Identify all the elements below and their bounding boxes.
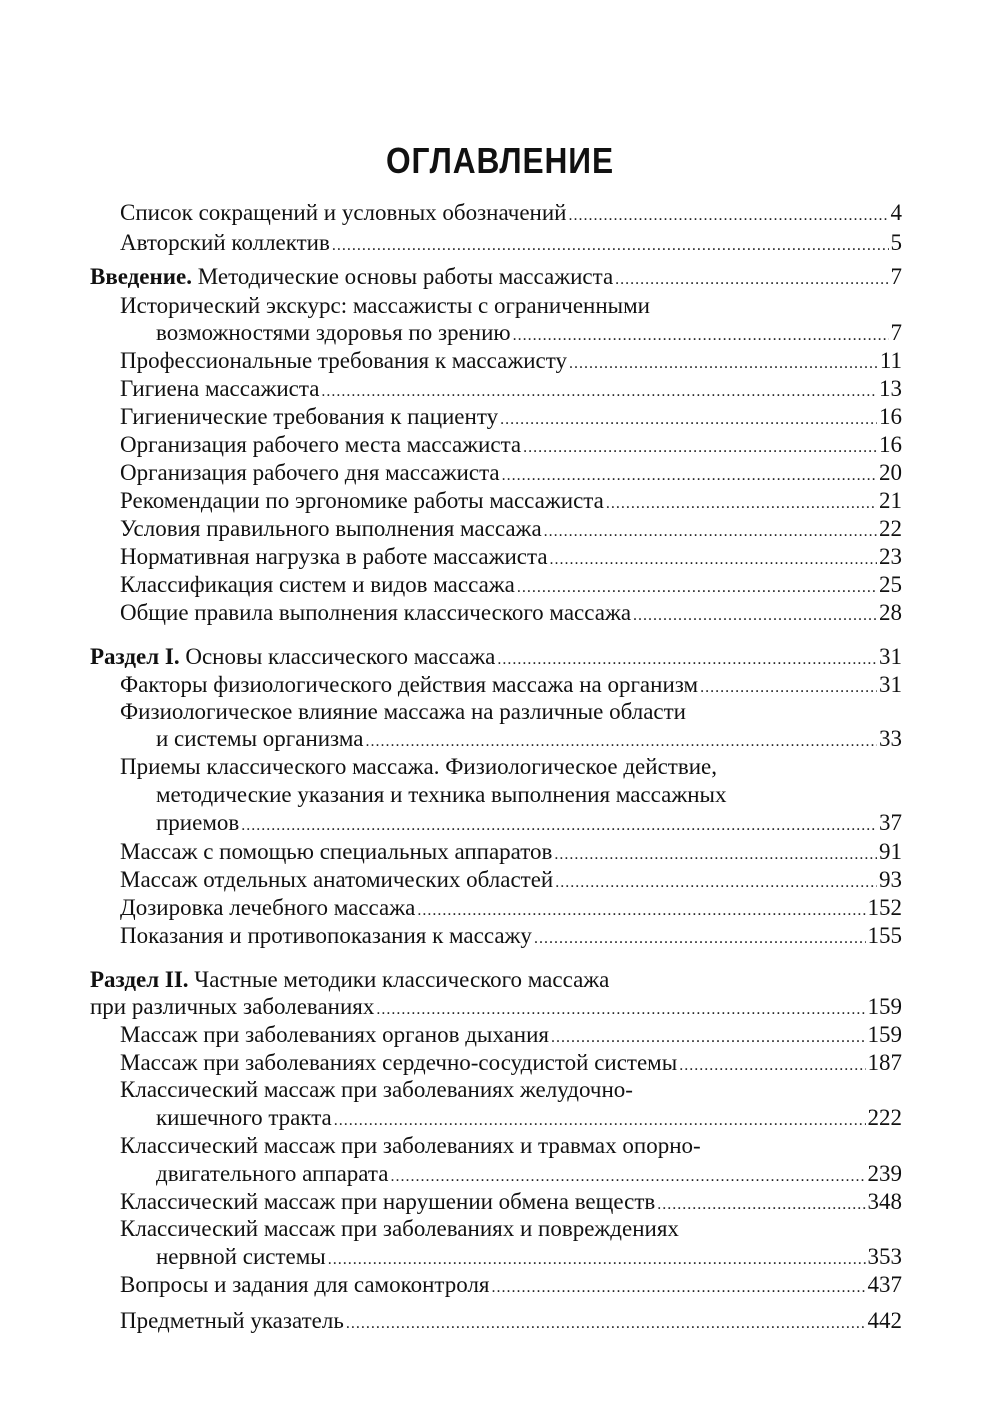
toc-entry-line1[interactable]: Классический массаж при заболеваниях и травмах опорно- [120,1133,701,1158]
toc-entry[interactable]: нервной системы ..... 353 [156,1242,902,1275]
page-number: 353 [867,1244,902,1269]
page-number: 7 [890,264,902,289]
page-number: 152 [867,895,902,920]
toc-entry[interactable]: возможностями здоровья по зрению ..... 7 [156,318,902,351]
toc-entry[interactable]: Гигиена массажиста ..... 13 [120,374,902,407]
section-label: Раздел II. [90,967,189,992]
toc-entry[interactable]: Список сокращений и условных обозначений ..... 4 [120,198,902,231]
toc-entry[interactable]: Профессиональные требования к массажисту ..... 11 [120,346,902,379]
page-number: 437 [867,1272,902,1297]
toc-entry[interactable]: Организация рабочего места массажиста ..... 16 [120,430,902,463]
page-number: 31 [879,644,902,669]
toc-entry[interactable]: Массаж при заболеваниях сердечно-сосудистой системы ..... 187 [120,1048,902,1081]
page-number: 20 [879,460,902,485]
toc-section-intro[interactable]: Введение. Методические основы работы массажиста ..... 7 [90,262,902,295]
page-number: 442 [867,1308,902,1333]
page-number: 155 [867,923,902,948]
toc-entry[interactable]: Нормативная нагрузка в работе массажиста ..... 23 [120,542,902,575]
toc-entry[interactable]: Классификация систем и видов массажа ..... 25 [120,570,902,603]
page-number: 239 [867,1161,902,1186]
toc-entry[interactable]: Общие правила выполнения классического массажа ..... 28 [120,598,902,631]
page-number: 16 [879,404,902,429]
toc-entry[interactable]: Дозировка лечебного массажа ..... 152 [120,893,902,926]
toc-entry[interactable]: Классический массаж при нарушении обмена веществ ..... 348 [120,1187,902,1220]
toc-entry-line1[interactable]: Приемы классического массажа. Физиологическое действие, [120,754,717,779]
toc-entry[interactable]: Вопросы и задания для самоконтроля ..... 437 [120,1270,902,1303]
toc-entry[interactable]: Организация рабочего дня массажиста ..... 20 [120,458,902,491]
page-number: 28 [879,600,902,625]
toc-section-1[interactable]: Раздел I. Основы классического массажа ..... 31 [90,642,902,675]
page-number: 21 [879,488,902,513]
page-number: 187 [867,1050,902,1075]
toc-entry[interactable]: двигательного аппарата ..... 239 [156,1159,902,1192]
toc-entry[interactable]: Показания и противопоказания к массажу ..... 155 [120,921,902,954]
page-number: 348 [867,1189,902,1214]
toc-entry[interactable]: Факторы физиологического действия массажа на организм ..... 31 [120,670,902,703]
page-number: 159 [867,1022,902,1047]
page-title: ОГЛАВЛЕНИЕ [386,140,614,181]
toc-entry-line1[interactable]: Исторический экскурс: массажисты с ограниченными [120,293,650,318]
page-number: 4 [890,200,902,225]
page-number: 25 [879,572,902,597]
toc-entry-line1[interactable]: Классический массаж при заболеваниях и повреждениях [120,1216,679,1241]
toc-entry[interactable]: кишечного тракта ..... 222 [156,1103,902,1136]
page-number: 91 [879,839,902,864]
page-number: 93 [879,867,902,892]
page-number: 7 [890,320,902,345]
toc-entry-line1[interactable]: Физиологическое влияние массажа на различные области [120,699,686,724]
page-number: 16 [879,432,902,457]
section-label: Введение. [90,264,192,289]
toc-entry[interactable]: Массаж с помощью специальных аппаратов ..... 91 [120,837,902,870]
page-number: 5 [890,230,902,255]
toc-entry[interactable]: Рекомендации по эргономике работы массажиста ..... 21 [120,486,902,519]
toc-entry[interactable]: приемов ..... 37 [156,808,902,841]
toc-entry[interactable]: и системы организма ..... 33 [156,724,902,757]
page-number: 222 [867,1105,902,1130]
toc-entry[interactable]: Условия правильного выполнения массажа ..... 22 [120,514,902,547]
section-label: Раздел I. [90,644,180,669]
toc-entry[interactable]: при различных заболеваниях ..... 159 [90,992,902,1025]
page-number: 31 [879,672,902,697]
page-number: 11 [879,348,902,373]
toc-entry[interactable]: Авторский коллектив ..... 5 [120,228,902,261]
toc-entry[interactable]: Гигиенические требования к пациенту ..... 16 [120,402,902,435]
toc-entry[interactable]: Массаж при заболеваниях органов дыхания ..... 159 [120,1020,902,1053]
page-number: 37 [879,810,902,835]
toc-entry-line1[interactable]: Классический массаж при заболеваниях желудочно- [120,1077,633,1102]
toc-entry-index[interactable]: Предметный указатель ..... 442 [120,1306,902,1339]
page-number: 159 [867,994,902,1019]
page-number: 22 [879,516,902,541]
page-number: 33 [879,726,902,751]
page-number: 23 [879,544,902,569]
toc-section-2[interactable]: Раздел II. Частные методики классического массажа [90,967,610,992]
toc-entry[interactable]: Массаж отдельных анатомических областей ..... 93 [120,865,902,898]
page-number: 13 [879,376,902,401]
toc-entry-line2[interactable]: методические указания и техника выполнения массажных [156,782,727,807]
